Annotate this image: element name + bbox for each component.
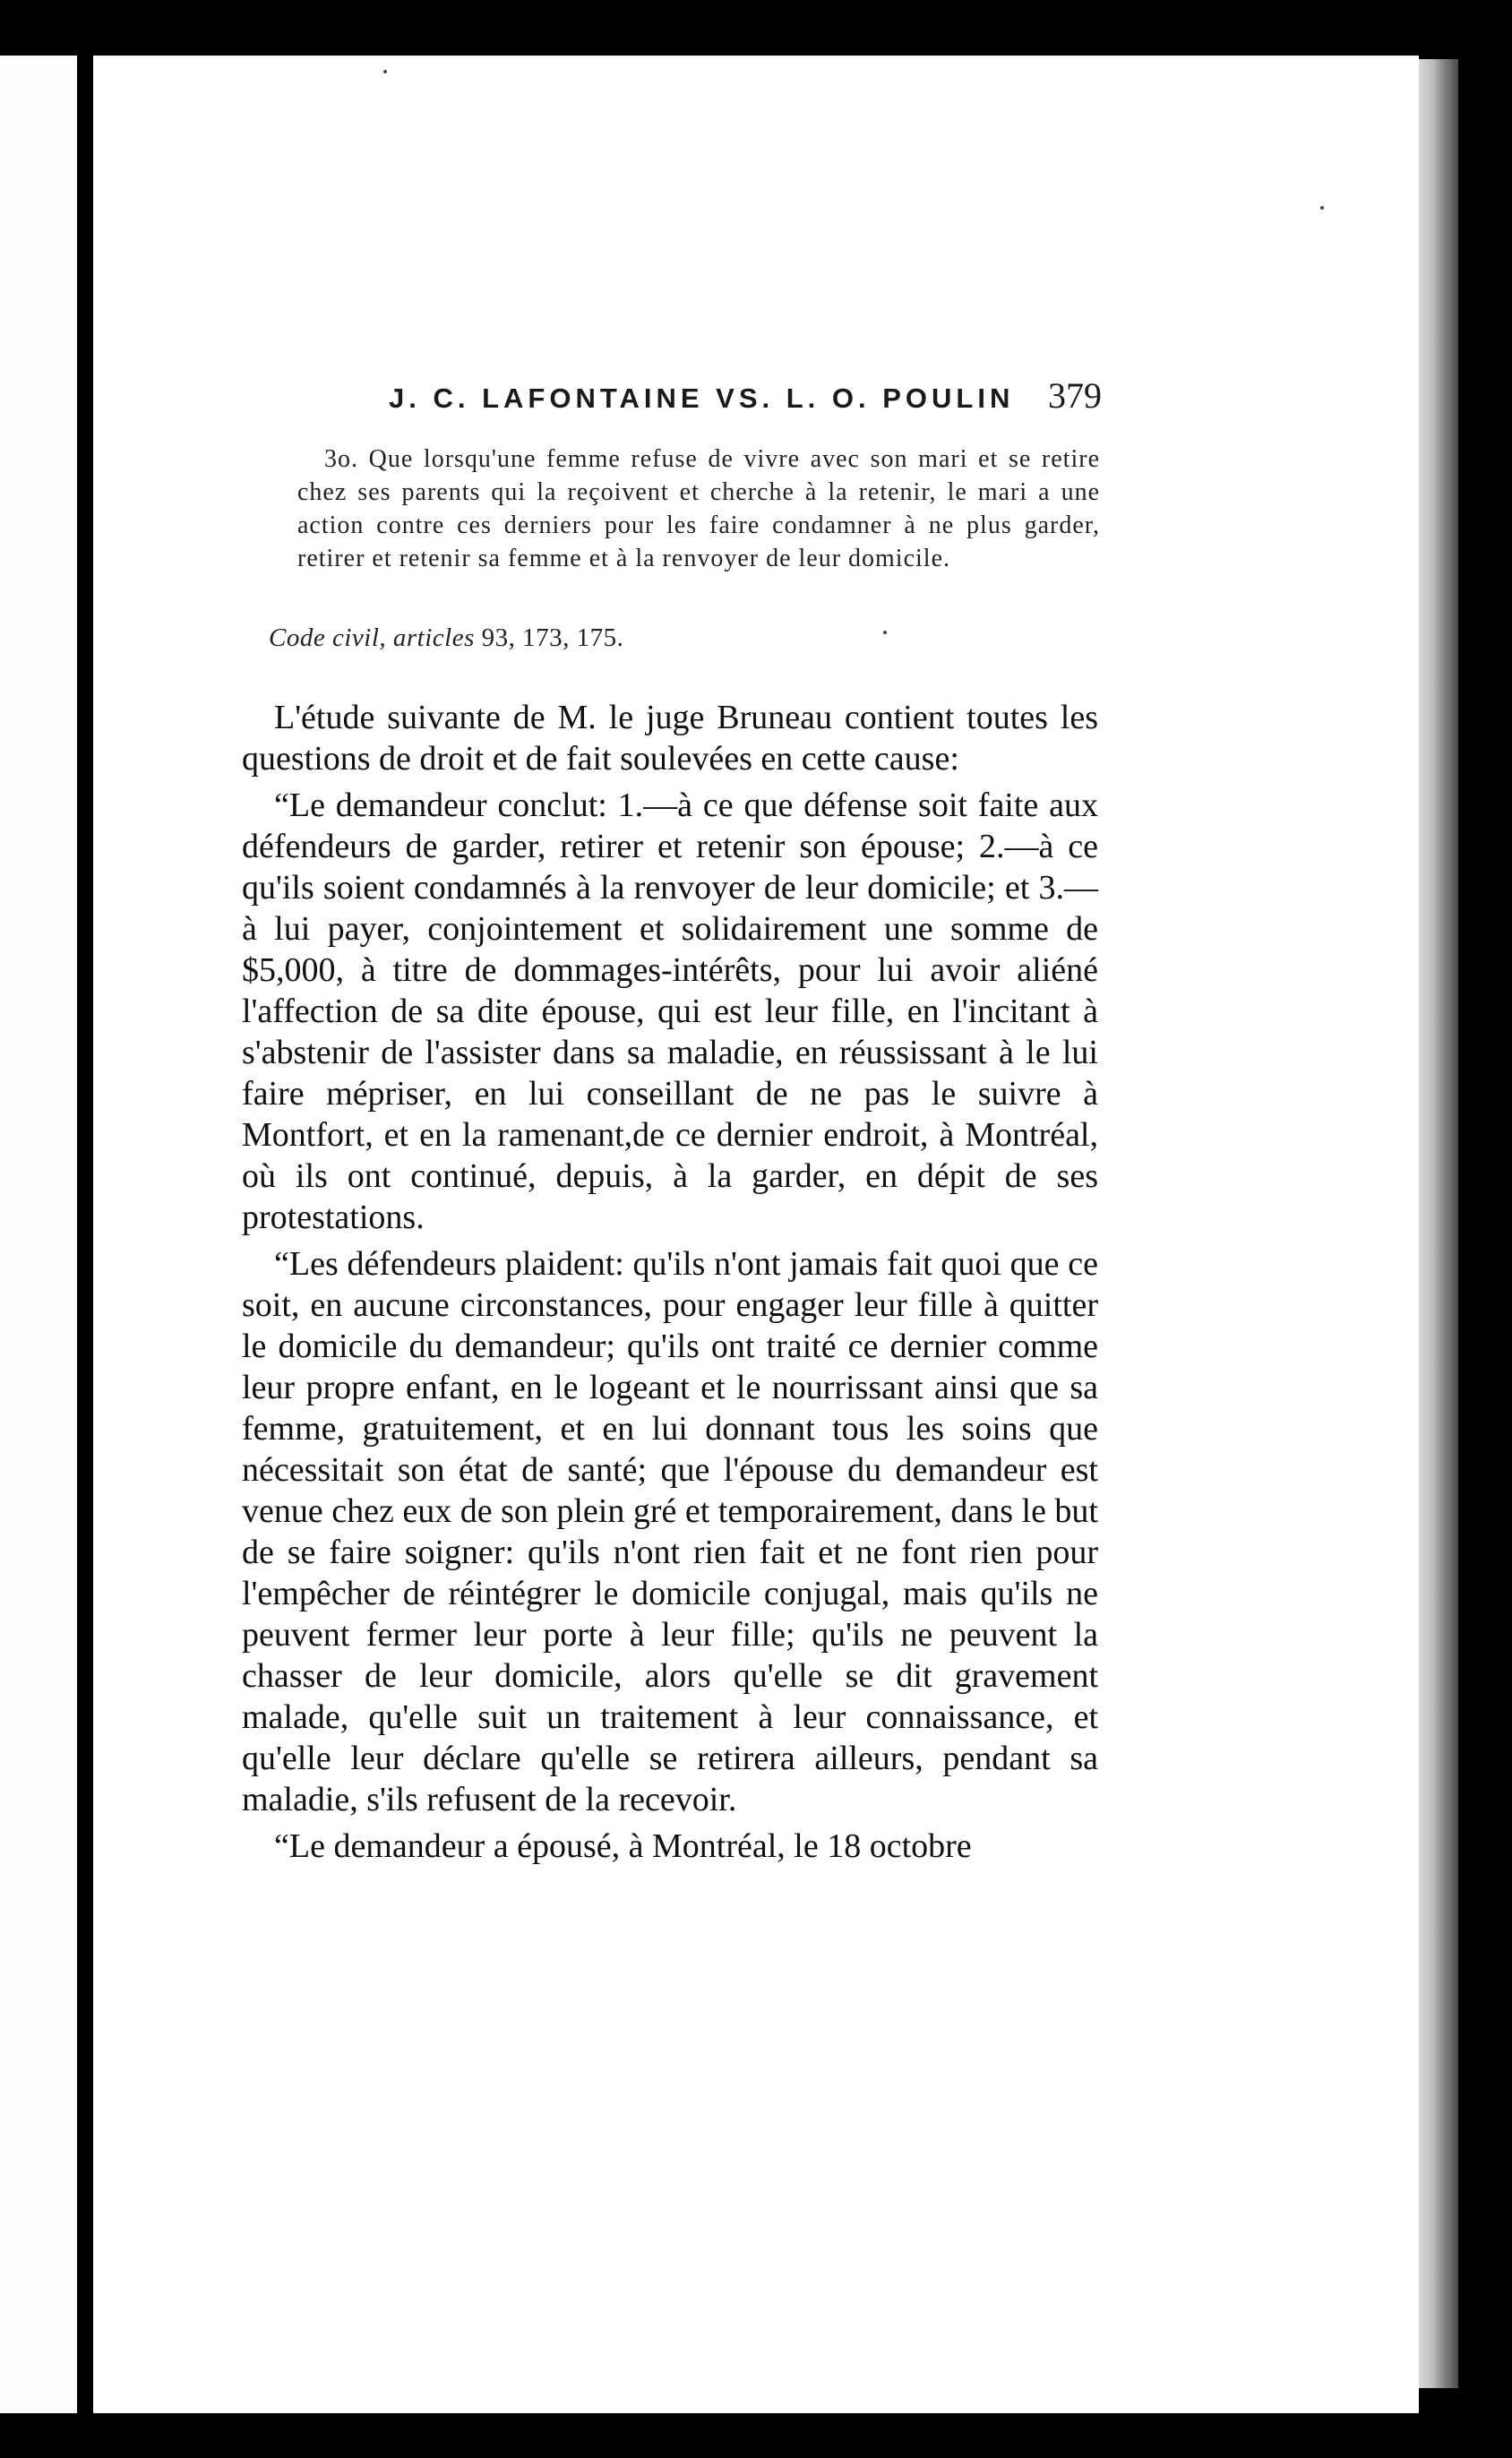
scan-speck <box>1320 206 1324 210</box>
body-paragraph: “Les défendeurs plaident: qu'ils n'ont jamais fait quoi que ce soit, en aucune circonstances, pour engager leur fille à quitter le domicile du demandeur; qu'ils ont traité ce dernier comme leur propre enfant, en le logeant et le nourrissant ainsi que sa femme, gratuitement, et en lui donnant tous les soins que nécessitait son état de santé; que l'épouse du demandeur est venue chez eux de son plein gré et temporairement, dans le but de se faire soigner: qu'ils n'ont rien fait et ne font rien pour l'empêcher de réintégrer le domicile conjugal, mais qu'ils ne peuvent fermer leur porte à leur fille; qu'ils ne peuvent la chasser de leur domicile, alors qu'elle se dit gravement malade, qu'elle suit un traitement à leur connaissance, et qu'elle leur déclare qu'elle se retirera ailleurs, pendant sa maladie, s'ils refusent de la recevoir. <box>242 1245 1098 1818</box>
citation-articles: 93, 173, 175. <box>481 623 624 652</box>
summary-paragraph: 3o. Que lorsqu'une femme refuse de vivre avec son mari et se retire chez ses parents qui la reçoivent et cherche à la retenir, le mari a une action contre ces derniers pour les faire condamner à ne plus garder, retirer et retenir sa femme et à la renvoyer de leur domicile. <box>297 445 1100 572</box>
running-head <box>389 374 1102 428</box>
scan-border-right <box>1467 0 1512 2458</box>
body-paragraph: “Le demandeur conclut: 1.—à ce que défense soit faite aux défendeurs de garder, retirer et retenir son épouse; 2.—à ce qu'ils soient condamnés à la renvoyer de leur domicile; et 3.—à lui payer, conjointement et solidairement une somme de $5,000, à titre de dommages-intérêts, pour lui avoir aliéné l'affection de sa dite épouse, qui est leur fille, en l'incitant à s'abstenir de l'assister dans sa maladie, en réussissant à le lui faire mépriser, en lui conseillant de ne pas le suivre à Montfort, et en la ramenant,de ce dernier endroit, à Montréal, où ils ont continué, depuis, à la garder, en dépit de ses protestations. <box>242 786 1098 1236</box>
code-citation <box>269 623 806 653</box>
scan-border-bottom <box>0 2413 1512 2458</box>
citation-label: Code civil, articles <box>269 623 475 652</box>
page-number: 379 <box>1048 375 1102 416</box>
body-paragraph: “Le demandeur a épousé, à Montréal, le 18 octobre <box>274 1827 972 1865</box>
scan-border-top <box>0 0 1512 56</box>
headnote-summary <box>297 443 1100 575</box>
page-stack-edge <box>1419 59 1458 2388</box>
running-title: J. C. LAFONTAINE VS. L. O. POULIN <box>389 382 1015 414</box>
previous-page-edge <box>0 56 77 2413</box>
scan-speck <box>383 70 387 73</box>
body-text <box>242 697 1098 1872</box>
scan-speck <box>883 631 887 634</box>
body-paragraph: L'étude suivante de M. le juge Bruneau contient toutes les questions de droit et de fait soulevées en cette cause: <box>242 699 1098 778</box>
